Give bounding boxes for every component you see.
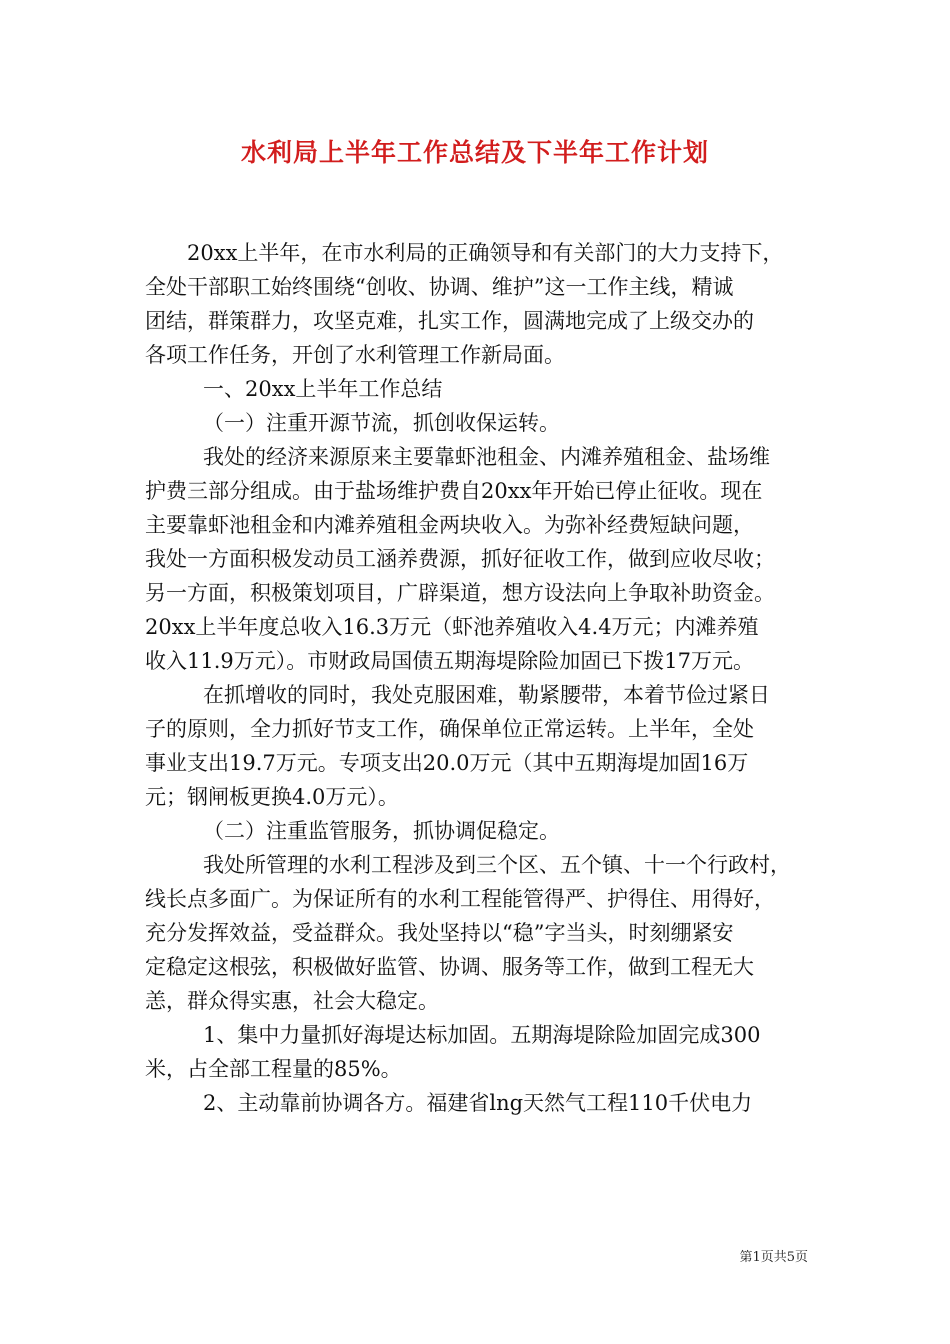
paragraph-line: 充分发挥效益，受益群众。我处坚持以“稳”字当头，时刻绷紧安 bbox=[145, 921, 734, 945]
document-body bbox=[145, 236, 811, 1120]
page-number: 第1页共5页 bbox=[739, 1250, 808, 1265]
list-item: 2、主动靠前协调各方。福建省lng天然气工程110千伏电力 bbox=[203, 1091, 753, 1115]
paragraph-line: 线长点多面广。为保证所有的水利工程能管得严、护得住、用得好， bbox=[145, 887, 775, 911]
paragraph-line: 主要靠虾池租金和内滩养殖租金两块收入。为弥补经费短缺问题， bbox=[145, 513, 754, 537]
list-item: 1、集中力量抓好海堤达标加固。五期海堤除险加固完成300 bbox=[203, 1023, 761, 1047]
paragraph-line: 20xx上半年度总收入16.3万元（虾池养殖收入4.4万元；内滩养殖 bbox=[145, 615, 759, 639]
paragraph-line: 在抓增收的同时，我处克服困难，勒紧腰带，本着节俭过紧日 bbox=[203, 683, 770, 707]
paragraph-line: 元；钢闸板更换4.0万元）。 bbox=[145, 785, 399, 809]
paragraph-line: 各项工作任务，开创了水利管理工作新局面。 bbox=[145, 343, 565, 367]
subsection-heading: （一）注重开源节流，抓创收保运转。 bbox=[203, 411, 560, 435]
paragraph-line: 我处所管理的水利工程涉及到三个区、五个镇、十一个行政村， bbox=[203, 853, 791, 877]
paragraph-line: 米，占全部工程量的85%。 bbox=[145, 1057, 402, 1081]
paragraph-line: 子的原则，全力抓好节支工作，确保单位正常运转。上半年，全处 bbox=[145, 717, 754, 741]
paragraph-line: 团结，群策群力，攻坚克难，扎实工作，圆满地完成了上级交办的 bbox=[145, 309, 754, 333]
paragraph-line: 恙，群众得实惠，社会大稳定。 bbox=[145, 989, 439, 1013]
paragraph-line: 护费三部分组成。由于盐场维护费自20xx年开始已停止征收。现在 bbox=[145, 479, 763, 503]
paragraph-line: 收入11.9万元）。市财政局国债五期海堤除险加固已下拨17万元。 bbox=[145, 649, 754, 673]
paragraph-line: 事业支出19.7万元。专项支出20.0万元（其中五期海堤加固16万 bbox=[145, 751, 749, 775]
paragraph-line: 我处的经济来源原来主要靠虾池租金、内滩养殖租金、盐场维 bbox=[203, 445, 770, 469]
document-title: 水利局上半年工作总结及下半年工作计划 bbox=[240, 138, 709, 167]
paragraph-line: 我处一方面积极发动员工涵养费源，抓好征收工作，做到应收尽收； bbox=[145, 547, 775, 571]
subsection-heading: （二）注重监管服务，抓协调促稳定。 bbox=[203, 819, 560, 843]
paragraph-line: 全处干部职工始终围绕“创收、协调、维护”这一工作主线，精诚 bbox=[145, 275, 734, 299]
section-heading: 一、20xx上半年工作总结 bbox=[203, 377, 443, 401]
paragraph-line: 定稳定这根弦，积极做好监管、协调、服务等工作，做到工程无大 bbox=[145, 955, 754, 979]
paragraph-line: 20xx上半年，在市水利局的正确领导和有关部门的大力支持下， bbox=[187, 241, 784, 265]
paragraph-line: 另一方面，积极策划项目，广辟渠道，想方设法向上争取补助资金。 bbox=[145, 581, 775, 605]
